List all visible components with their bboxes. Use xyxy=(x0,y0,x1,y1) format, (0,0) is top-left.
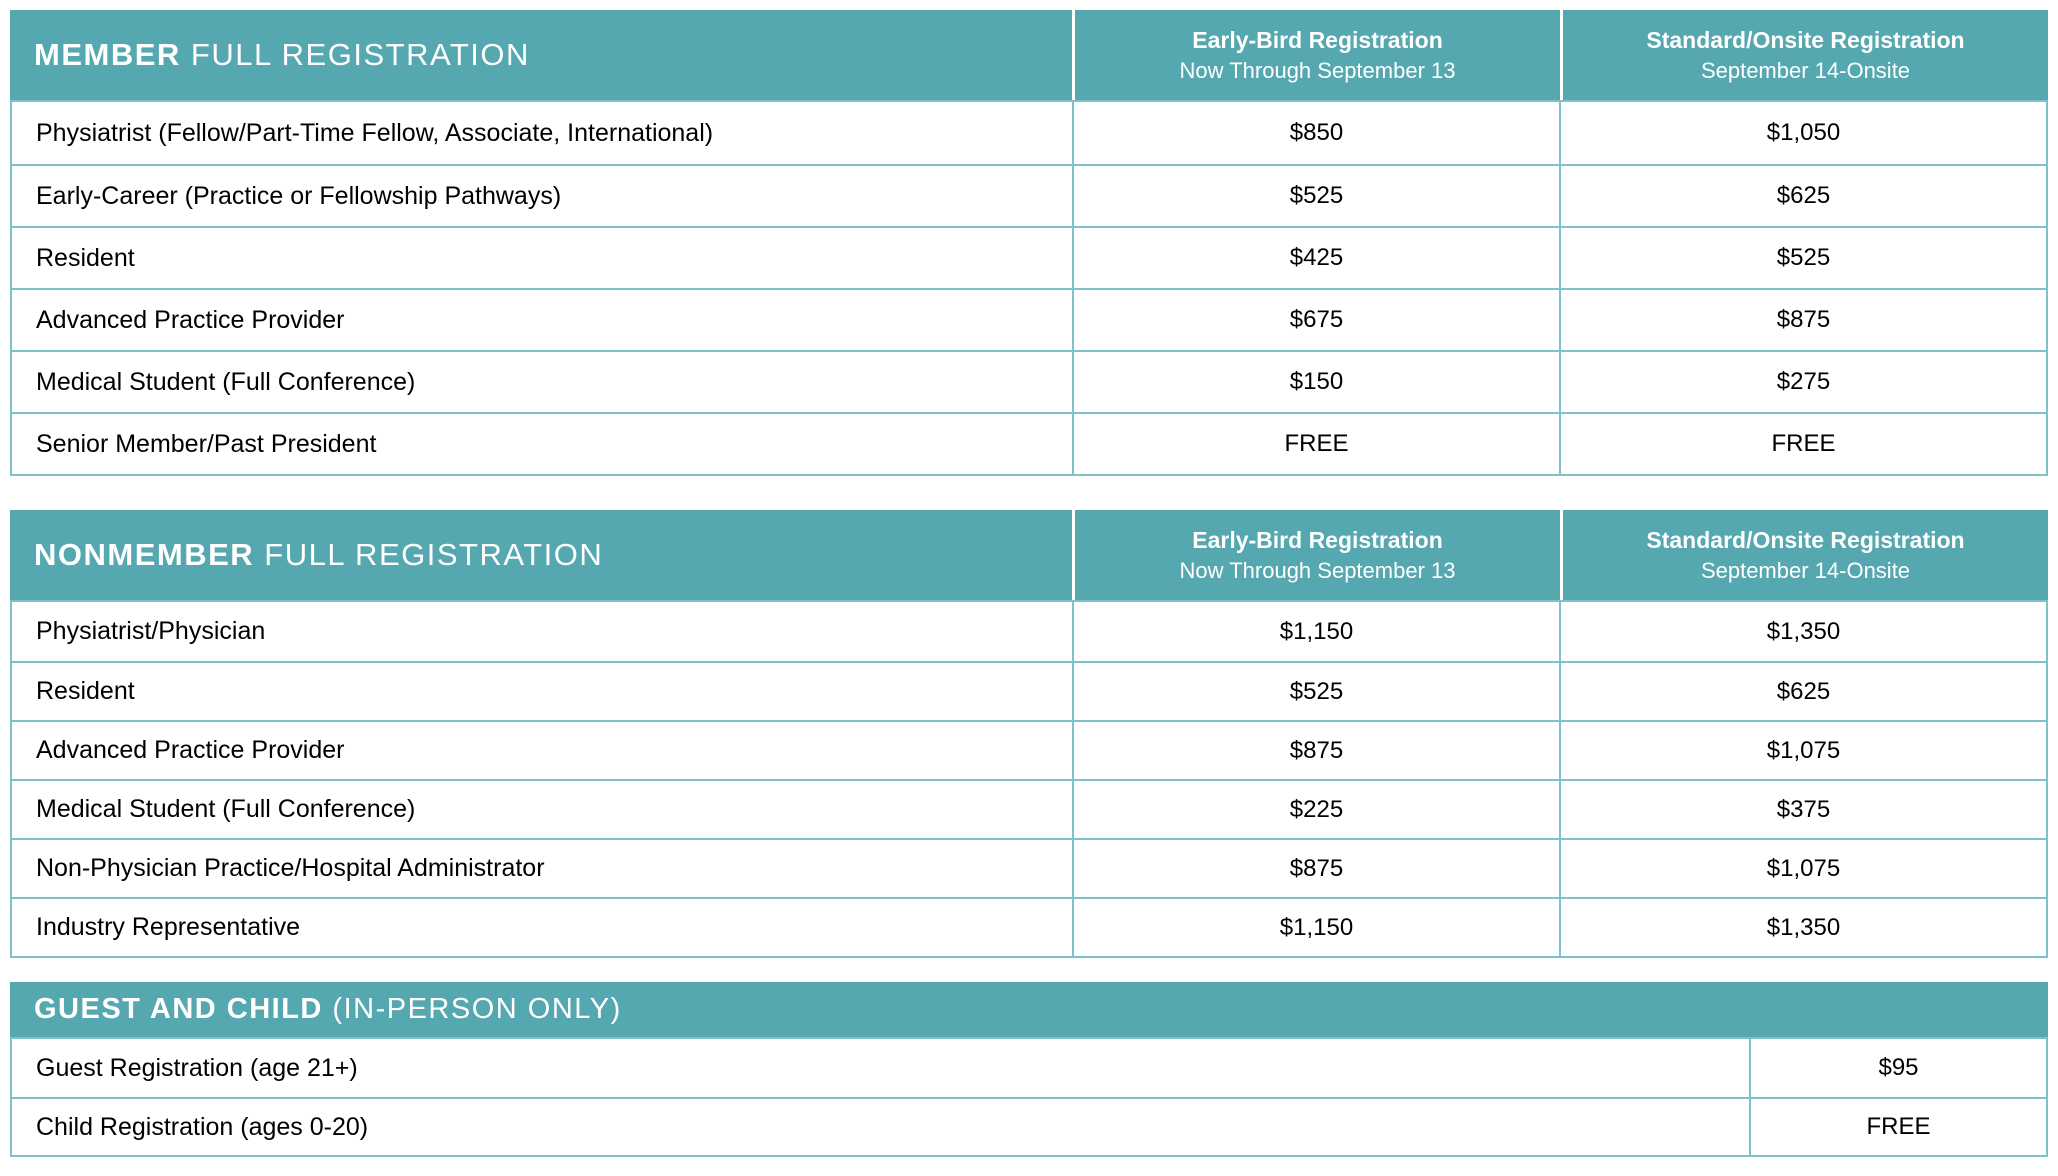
table-title-rest: FULL REGISTRATION xyxy=(180,37,530,72)
member-table-title xyxy=(10,10,1072,100)
table-row xyxy=(12,350,2046,412)
early-bird-price: $1,150 xyxy=(1072,899,1559,956)
column-header-subtitle: Now Through September 13 xyxy=(1179,557,1456,583)
row-label: Senior Member/Past President xyxy=(36,429,377,458)
row-label: Industry Representative xyxy=(36,913,301,941)
early-bird-price: $525 xyxy=(1072,663,1559,720)
standard-price: $1,075 xyxy=(1559,840,2046,897)
row-label: Resident xyxy=(36,243,135,272)
early-bird-price: $875 xyxy=(1072,722,1559,779)
early-bird-price: FREE xyxy=(1072,414,1559,474)
table-row xyxy=(12,1097,2046,1155)
standard-price: $1,350 xyxy=(1559,899,2046,956)
row-label: Physiatrist/Physician xyxy=(36,617,266,645)
member-table-header xyxy=(10,10,2048,100)
nonmember-table-header xyxy=(10,510,2048,600)
row-label: Medical Student (Full Conference) xyxy=(36,367,416,396)
nonmember-table-body xyxy=(10,600,2048,958)
early-bird-price: $425 xyxy=(1072,228,1559,288)
early-bird-price: $1,150 xyxy=(1072,602,1559,661)
member-table-body xyxy=(10,100,2048,476)
column-header-subtitle: September 14-Onsite xyxy=(1700,557,1911,583)
row-label: Advanced Practice Provider xyxy=(36,736,345,764)
column-header-title: Standard/Onsite Registration xyxy=(1646,526,1965,553)
standard-price: $375 xyxy=(1559,781,2046,838)
standard-price: $875 xyxy=(1559,290,2046,350)
table-title-bold: GUEST AND CHILD xyxy=(34,993,323,1025)
nonmember-registration-table xyxy=(10,510,2048,958)
table-title-bold: MEMBER xyxy=(34,37,181,72)
table-title-bold: NONMEMBER xyxy=(34,537,255,572)
standard-price: $1,075 xyxy=(1559,722,2046,779)
table-row xyxy=(12,412,2046,474)
table-row xyxy=(12,226,2046,288)
table-row xyxy=(12,838,2046,897)
table-title-rest: FULL REGISTRATION xyxy=(254,537,604,572)
guest-child-table xyxy=(10,982,2048,1157)
table-row xyxy=(12,602,2046,661)
column-header-title: Early-Bird Registration xyxy=(1192,526,1443,553)
early-bird-price: $225 xyxy=(1072,781,1559,838)
standard-price: $1,050 xyxy=(1559,102,2046,164)
table-row xyxy=(12,164,2046,226)
table-row xyxy=(12,661,2046,720)
standard-column-header xyxy=(1560,510,2048,600)
column-header-title: Early-Bird Registration xyxy=(1192,26,1443,53)
standard-price: FREE xyxy=(1559,414,2046,474)
standard-column-header xyxy=(1560,10,2048,100)
guest-table-body xyxy=(10,1037,2048,1157)
early-bird-price: $525 xyxy=(1072,166,1559,226)
row-label: Early-Career (Practice or Fellowship Pathways) xyxy=(36,181,562,210)
column-header-subtitle: Now Through September 13 xyxy=(1179,57,1456,83)
standard-price: $1,350 xyxy=(1559,602,2046,661)
early-bird-price: $150 xyxy=(1072,352,1559,412)
early-bird-price: $850 xyxy=(1072,102,1559,164)
price: $95 xyxy=(1749,1039,2046,1097)
table-row xyxy=(12,720,2046,779)
standard-price: $525 xyxy=(1559,228,2046,288)
early-bird-price: $675 xyxy=(1072,290,1559,350)
row-label: Non-Physician Practice/Hospital Administrator xyxy=(36,854,545,882)
standard-price: $625 xyxy=(1559,166,2046,226)
row-label: Physiatrist (Fellow/Part-Time Fellow, Associate, International) xyxy=(36,118,714,147)
member-registration-table xyxy=(10,10,2048,476)
standard-price: $625 xyxy=(1559,663,2046,720)
table-row xyxy=(12,102,2046,164)
row-label: Medical Student (Full Conference) xyxy=(36,795,416,823)
price: FREE xyxy=(1749,1099,2046,1155)
table-title-rest: (IN-PERSON ONLY) xyxy=(322,993,622,1025)
row-label: Resident xyxy=(36,677,135,705)
row-label: Advanced Practice Provider xyxy=(36,305,345,334)
guest-table-header xyxy=(10,982,2048,1037)
early-bird-price: $875 xyxy=(1072,840,1559,897)
table-row xyxy=(12,779,2046,838)
table-row xyxy=(12,1039,2046,1097)
column-header-title: Standard/Onsite Registration xyxy=(1646,26,1965,53)
table-row xyxy=(12,897,2046,956)
standard-price: $275 xyxy=(1559,352,2046,412)
column-header-subtitle: September 14-Onsite xyxy=(1700,57,1911,83)
early-bird-column-header xyxy=(1072,10,1560,100)
table-row xyxy=(12,288,2046,350)
row-label: Guest Registration (age 21+) xyxy=(36,1053,358,1082)
early-bird-column-header xyxy=(1072,510,1560,600)
nonmember-table-title xyxy=(10,510,1072,600)
row-label: Child Registration (ages 0-20) xyxy=(36,1112,369,1141)
